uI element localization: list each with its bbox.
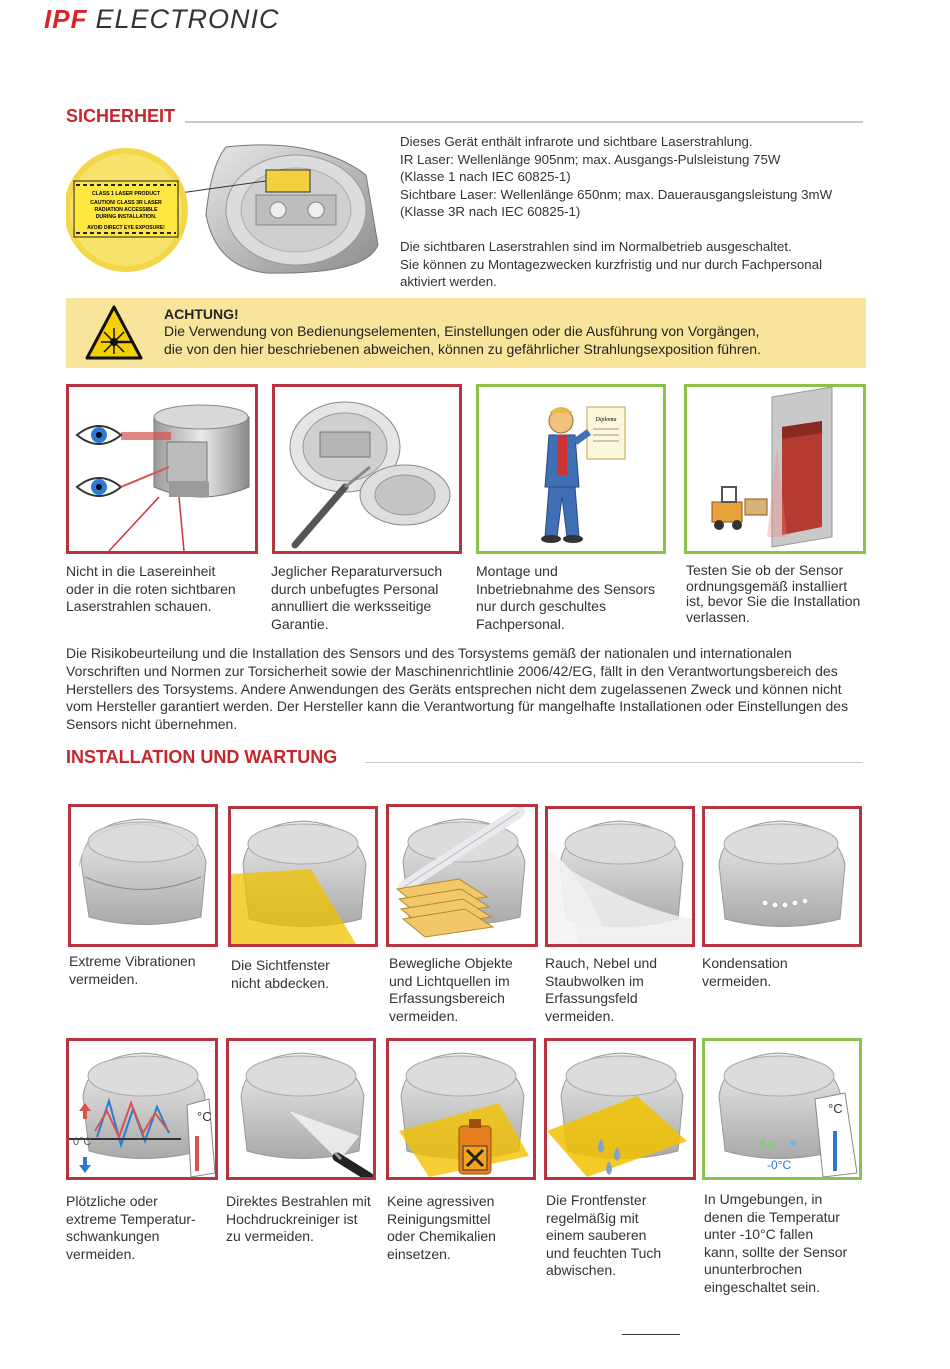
install-panel-vibration (68, 804, 218, 947)
safety-panel-repair (272, 384, 462, 554)
caption-line: oder in die roten sichtbaren (66, 580, 236, 597)
safety-caption-4 (686, 563, 886, 626)
caption-line: Garantie. (271, 615, 329, 632)
install-caption-10 (704, 1191, 874, 1297)
brand-logo-electronic: ELECTRONIC (95, 4, 280, 34)
caption-line: ununterbrochen (704, 1261, 803, 1278)
safety-caption-1 (66, 563, 266, 616)
paragraph-line: vom Hersteller garantiert werden. Der Hersteller kann die Verantwortung für mangelhafte Installationen oder Einstellungen des (66, 698, 849, 715)
laser-label-line-4: DURING INSTALLATION. (95, 214, 157, 220)
caption-line: vermeiden. (545, 1007, 615, 1024)
paragraph-line: Die Risikobeurteilung und die Installation des Sensors und des Torsystems gemäß der nationalen und internationalen (66, 645, 792, 661)
caption-line: Jeglicher Reparaturversuch (271, 563, 443, 579)
caption-line: Die Frontfenster (546, 1192, 647, 1208)
safety-panel-door-forklift (684, 384, 866, 554)
responsibility-paragraph (66, 645, 866, 734)
caption-line: kann, sollte der Sensor (704, 1243, 848, 1260)
caption-line: annulliert die werksseitige (271, 598, 432, 615)
install-caption-7 (226, 1193, 384, 1246)
paragraph-line: Vorschriften und Normen zur Torsicherheit sowie der Maschinenrichtlinie 2006/42/EG, fällt in den Verantwortungsbereich des (66, 662, 838, 679)
install-panel-smoke (545, 806, 695, 947)
laser-info-line: IR Laser: Wellenlänge 905nm; max. Ausgangs-Pulsleistung 75W (400, 151, 781, 167)
diploma-text: Diploma (595, 417, 617, 423)
caption-line: ist, bevor Sie die Installation (686, 593, 861, 610)
laser-info-line: Die sichtbaren Laserstrahlen sind im Normalbetrieb ausgeschaltet. (400, 239, 792, 254)
warning-box (66, 298, 866, 368)
caption-line: durch unbefugtes Personal (271, 580, 439, 597)
caption-line: vermeiden. (389, 1007, 459, 1024)
safety-panel-eye-laser (66, 384, 258, 554)
caption-line: Extreme Vibrationen (69, 953, 196, 969)
install-caption-9 (546, 1192, 704, 1280)
caption-line: einsetzen. (387, 1245, 451, 1262)
caption-line: nicht abdecken. (231, 974, 330, 991)
caption-line: und feuchten Tuch (546, 1244, 662, 1261)
caption-line: Testen Sie ob der Sensor (686, 562, 844, 578)
install-caption-1 (69, 953, 224, 988)
caption-line: Direktes Bestrahlen mit (226, 1193, 371, 1209)
laser-label-line-1: CLASS 1 LASER PRODUCT (91, 191, 161, 197)
caption-line: extreme Temperatur- (66, 1210, 196, 1227)
caption-line: denen die Temperatur (704, 1208, 840, 1225)
caption-line: Nicht in die Lasereinheit (66, 563, 216, 579)
install-panel-temperature (66, 1038, 218, 1180)
celsius-label: °C (197, 1109, 212, 1124)
laser-label-line-2: CAUTION! CLASS 3R LASER (90, 200, 162, 206)
caption-line: Rauch, Nebel und (545, 955, 658, 971)
footer-divider (622, 1334, 680, 1335)
laser-info-line: Dieses Gerät enthält infrarote und sichtbare Laserstrahlung. (400, 134, 753, 149)
laser-info-text-2 (400, 238, 870, 291)
laser-info-line: Sichtbare Laser: Wellenlänge 650nm; max. Dauerausgangsleistung 3mW (400, 186, 833, 202)
install-panel-pressure-washer (226, 1038, 376, 1180)
caption-line: zu vermeiden. (226, 1228, 314, 1245)
laser-label-line-3: RADIATION ACCESSIBLE (94, 207, 158, 213)
section-title-sicherheit: SICHERHEIT (66, 106, 176, 126)
laser-warning-icon (84, 304, 144, 362)
caption-line: In Umgebungen, in (704, 1191, 823, 1207)
caption-line: Inbetriebnahme des Sensors (476, 580, 655, 597)
install-caption-5 (702, 955, 857, 990)
celsius-label: °C (828, 1101, 843, 1116)
laser-label-line-5: AVOID DIRECT EYE EXPOSURE! (87, 225, 165, 231)
laser-info-line: (Klasse 3R nach IEC 60825-1) (400, 204, 581, 220)
brand-logo (44, 4, 279, 38)
caption-line: Reinigungsmittel (387, 1210, 491, 1227)
section-title-installation: INSTALLATION UND WARTUNG (66, 747, 338, 767)
brand-logo-ipf: IPF (44, 4, 88, 34)
safety-caption-3 (476, 563, 676, 633)
caption-line: Kondensation (702, 955, 788, 971)
caption-line: Keine agressiven (387, 1193, 495, 1209)
caption-line: Plötzliche oder (66, 1193, 158, 1209)
warning-text (164, 323, 864, 358)
warning-line: die von den hier beschriebenen abweichen, können zu gefährlicher Strahlungsexposition führen. (164, 340, 761, 357)
install-panel-moving-objects (386, 804, 538, 947)
caption-line: Fachpersonal. (476, 615, 565, 632)
laser-info-line: aktiviert werden. (400, 274, 497, 290)
paragraph-line: Sensors nicht übernehmen. (66, 716, 238, 733)
caption-line: und Lichtquellen im (389, 972, 510, 989)
install-panel-condensation (702, 806, 862, 947)
caption-line: regelmäßig mit (546, 1209, 639, 1226)
warning-title: ACHTUNG! (164, 306, 239, 322)
caption-line: vermeiden. (702, 972, 772, 989)
warning-line: Die Verwendung von Bedienungselementen, Einstellungen oder die Ausführung von Vorgängen, (164, 323, 760, 339)
zero-celsius-label: 0°C (73, 1136, 92, 1148)
caption-line: Die Sichtfenster (231, 957, 330, 973)
install-panel-cleaning-cloth (544, 1038, 696, 1180)
caption-line: vermeiden. (66, 1245, 136, 1262)
caption-line: unter -10°C fallen (704, 1226, 814, 1243)
install-caption-2 (231, 957, 386, 992)
install-caption-8 (387, 1193, 545, 1263)
caption-line: Erfassungsbereich (389, 990, 505, 1007)
install-panel-chemicals (386, 1038, 536, 1180)
caption-line: Bewegliche Objekte (389, 955, 513, 971)
install-caption-4 (545, 955, 700, 1025)
section-rule (365, 762, 863, 763)
install-panel-cover (228, 806, 378, 947)
caption-line: ordnungsgemäß installiert (686, 577, 848, 594)
caption-line: schwankungen (66, 1228, 160, 1245)
minus-zero-celsius-label: -0°C (767, 1158, 792, 1172)
safety-panel-technician (476, 384, 666, 554)
caption-line: verlassen. (686, 609, 750, 626)
caption-line: Hochdruckreiniger ist (226, 1210, 358, 1227)
safety-caption-2 (271, 563, 471, 633)
laser-info-text (400, 133, 870, 221)
caption-line: einem sauberen (546, 1227, 647, 1244)
caption-line: eingeschaltet sein. (704, 1278, 820, 1295)
install-panel-low-temperature (702, 1038, 862, 1180)
caption-line: nur durch geschultes (476, 598, 606, 615)
sensor-laser-label-illustration (66, 135, 386, 285)
caption-line: oder Chemikalien (387, 1228, 496, 1245)
caption-line: vermeiden. (69, 970, 139, 987)
caption-line: Staubwolken im (545, 972, 644, 989)
laser-info-line: (Klasse 1 nach IEC 60825-1) (400, 169, 571, 185)
caption-line: Laserstrahlen schauen. (66, 598, 212, 615)
caption-line: abwischen. (546, 1262, 617, 1279)
install-caption-3 (389, 955, 544, 1025)
caption-line: Erfassungsfeld (545, 990, 638, 1007)
laser-info-line: Sie können zu Montagezwecken kurzfristig und nur durch Fachpersonal (400, 256, 823, 272)
install-caption-6 (66, 1193, 224, 1263)
section-rule (185, 121, 863, 123)
paragraph-line: Herstellers des Torsystems. Andere Anwendungen des Geräts entsprechen nicht dem zugelassenen Zweck und können nicht (66, 680, 842, 697)
caption-line: Montage und (476, 563, 558, 579)
